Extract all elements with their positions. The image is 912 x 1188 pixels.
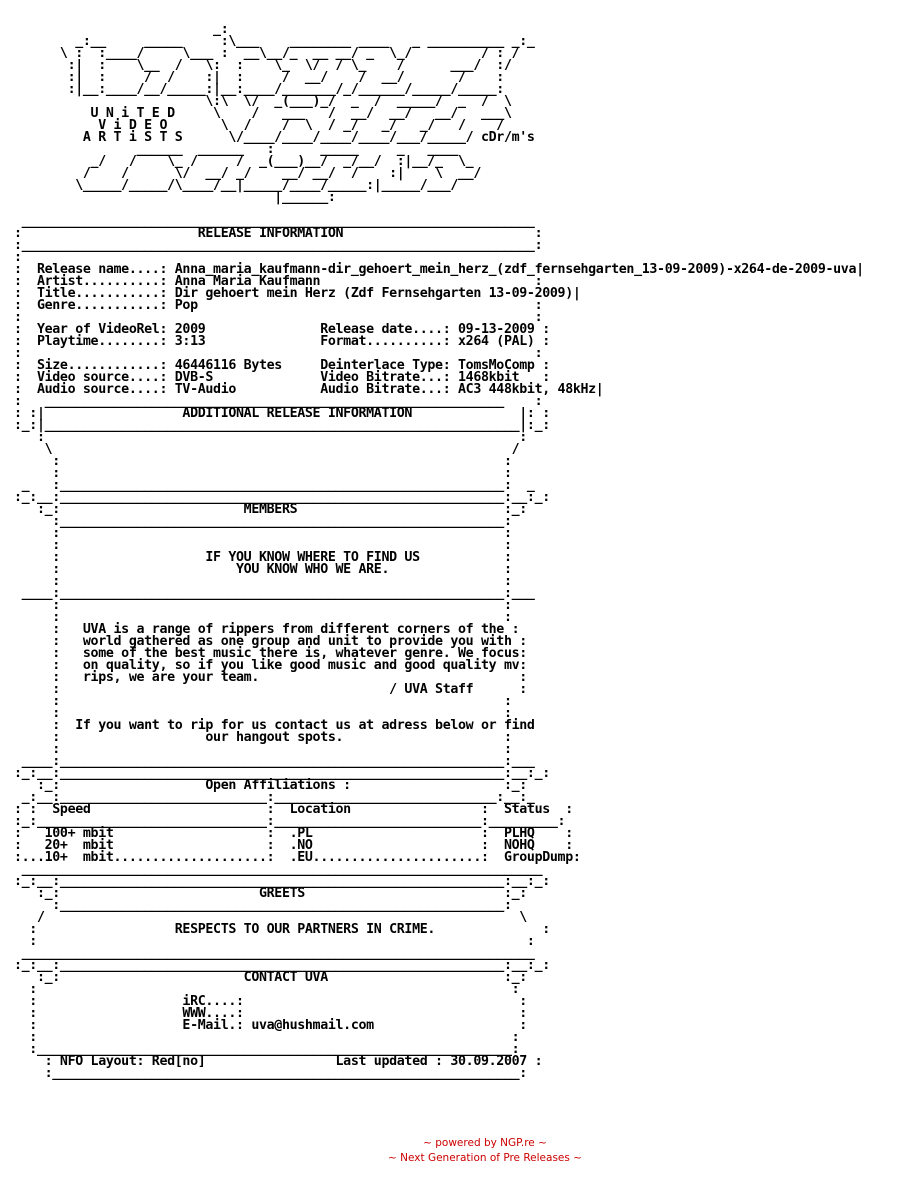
nfo-line: _:__:___________________________:_____________________________:__:_ xyxy=(14,790,535,805)
nfo-line: : 20+ mbit : .NO : NOHQ : xyxy=(14,838,573,853)
nfo-line: : Video source....: DVB-S Video Bitrate...: 1468kbit : xyxy=(14,370,550,385)
ngp-tagline: ~ Next Generation of Pre Releases ~ xyxy=(388,1152,582,1164)
nfo-line: : : xyxy=(14,574,512,589)
nfo-line: : YOU KNOW WHO WE ARE. : xyxy=(14,562,512,577)
nfo-line: \_____/_____/\____/__|_____/____/_____:|_____/___/ xyxy=(14,178,459,193)
nfo-line: : : xyxy=(14,934,535,949)
nfo-line: : world gathered as one group and unit to provide you with : xyxy=(14,634,527,649)
nfo-line: :| : \__ / \: : \_ \/ / \_ / ___/ :/ xyxy=(14,58,512,73)
nfo-line: \ / xyxy=(14,442,520,457)
nfo-line: : : xyxy=(14,430,527,445)
nfo-line: ____:__________________________________________________________:___ xyxy=(14,754,535,769)
nfo-line: : on quality, so if you like good music and good quality mv: xyxy=(14,658,527,673)
nfo-line: :_____________________________________________________________: xyxy=(14,1066,527,1081)
nfo-line: ____________________________________________________________________ xyxy=(14,862,543,877)
nfo-line: _ :__________________________________________________________: _ xyxy=(14,478,535,493)
nfo-line: : xyxy=(14,250,22,265)
nfo-line: V i D E O \ / / \ / _/ _/ _/ / / xyxy=(14,118,504,133)
nfo-line: : Audio source....: TV-Audio Audio Bitrate...: AC3 448kbit, 48kHz| xyxy=(14,382,604,397)
nfo-line: :_:__:__________________________________________________________:__:_: xyxy=(14,766,550,781)
nfo-line: : :| ADDITIONAL RELEASE INFORMATION |: : xyxy=(14,406,550,421)
nfo-line: / / \/ __/ _/ __/ __/ / :| \ __/ xyxy=(14,166,481,181)
nfo-line: _: xyxy=(14,22,229,37)
nfo-line: : : xyxy=(14,310,543,325)
nfo-line: :...10+ mbit....................: .EU......................: GroupDump: xyxy=(14,850,581,865)
nfo-line: :______________________________________________________________: xyxy=(14,1042,520,1057)
nfo-line: :| : / / :| : / __/ / __/ / : xyxy=(14,70,504,85)
nfo-line: : Release name....: Anna_maria_kaufmann-dir_gehoert_mein_herz_(zdf_fernsehgarten_13-09-2009)-x264-de-2009-uva| xyxy=(14,262,864,277)
nfo-line: A R T i S T S \/____/____/____/____/___/_____/ cDr/m's xyxy=(14,130,535,145)
nfo-line: ____:__________________________________________________________:___ xyxy=(14,586,535,601)
nfo-line: : : xyxy=(14,706,512,721)
nfo-line: : RESPECTS TO OUR PARTNERS IN CRIME. : xyxy=(14,922,550,937)
nfo-line: : IF YOU KNOW WHERE TO FIND US : xyxy=(14,550,512,565)
nfo-line: : WWW....: : xyxy=(14,1006,527,1021)
nfo-line: \:\ \/ _(___)_/ _ / _____/ _ / \ xyxy=(14,94,512,109)
nfo-line: : : xyxy=(14,526,512,541)
nfo-line: : : xyxy=(14,454,512,469)
nfo-line: ___________________________________________________________________ xyxy=(14,946,535,961)
nfo-line: \ : :____/ \___ : __\__/_ __ __/ _ \_/ / : / xyxy=(14,46,520,61)
nfo-line: |______: xyxy=(14,190,336,205)
nfo-line: ___________________________________________________________________ xyxy=(14,214,535,229)
nfo-line: :__________________________________________________________: xyxy=(14,514,512,529)
nfo-line: :__________________________________________________________: xyxy=(14,898,512,913)
nfo-line: _/ / \_ / / _(___)__/ _/__/ :|__/_ \_ xyxy=(14,154,474,169)
nfo-line: :_: GREETS :_: xyxy=(14,886,527,901)
nfo-line: : some of the best music there is, whatever genre. We focus: xyxy=(14,646,527,661)
nfo-line: : : Speed : Location : Status : xyxy=(14,802,573,817)
nfo-line: : our hangout spots. : xyxy=(14,730,512,745)
nfo-line: :_:__:__________________________________________________________:__:_: xyxy=(14,490,550,505)
nfo-line: :_:|______________________________________________________________|:_: xyxy=(14,418,550,433)
nfo-line: : / UVA Staff : xyxy=(14,682,527,697)
nfo-line: :_: CONTACT UVA :_: xyxy=(14,970,527,985)
nfo-line: : : xyxy=(14,346,543,361)
nfo-line: : : xyxy=(14,742,512,757)
nfo-line: : : xyxy=(14,466,512,481)
nfo-line: : NFO Layout: Red[no] Last updated : 30.09.2007 : xyxy=(14,1054,543,1069)
nfo-line: : UVA is a range of rippers from different corners of the : xyxy=(14,622,520,637)
nfo-line: : : xyxy=(14,610,512,625)
nfo-line: : Artist..........: Anna Maria Kaufmann : xyxy=(14,274,543,289)
powered-by-link[interactable]: ~ powered by NGP.re ~ xyxy=(423,1137,547,1149)
nfo-line: :_:__:__________________________________________________________:__:_: xyxy=(14,958,550,973)
nfo-line: :|__:____/__/_____:|__:____/_______/_/______/_____/_____: xyxy=(14,82,504,97)
nfo-line: : : xyxy=(14,598,512,613)
nfo-line: _:__ _____ :\___ ________ ____ _ __________ _:_ xyxy=(14,34,535,49)
nfo-line: : : xyxy=(14,982,520,997)
nfo-line: ______ ______ : _____ _ ____ xyxy=(14,142,459,157)
nfo-line: : ____________________________________________________________ : xyxy=(14,394,543,409)
nfo-line: : 100+ mbit : .PL : PLHQ : xyxy=(14,826,573,841)
nfo-line: :_:______________________________:___________________________:_________: xyxy=(14,814,566,829)
nfo-text xyxy=(14,24,864,1080)
nfo-line: : iRC....: : xyxy=(14,994,527,1009)
nfo-line: : Genre...........: Pop : xyxy=(14,298,543,313)
nfo-line: : : xyxy=(14,694,512,709)
nfo-line: U N i T E D \ / ___ / __/ __/ __/ ___\ xyxy=(14,106,512,121)
nfo-line: / \ xyxy=(14,910,527,925)
nfo-line: :_:__:__________________________________________________________:__:_: xyxy=(14,874,550,889)
footer xyxy=(340,1136,630,1166)
nfo-line: : rips, we are your team. : xyxy=(14,670,527,685)
nfo-line: :___________________________________________________________________: xyxy=(14,238,543,253)
nfo-line: :_: Open Affiliations : :_: xyxy=(14,778,527,793)
nfo-line: : If you want to rip for us contact us at adress below or find xyxy=(14,718,535,733)
nfo-line: : : xyxy=(14,538,512,553)
nfo-line: : Title...........: Dir gehoert mein Herz (Zdf Fernsehgarten 13-09-2009)| xyxy=(14,286,581,301)
nfo-line: : Size............: 46446116 Bytes Deinterlace Type: TomsMoComp : xyxy=(14,358,550,373)
nfo-line: : E-Mail.: uva@hushmail.com : xyxy=(14,1018,527,1033)
nfo-line: : : xyxy=(14,1030,520,1045)
nfo-line: : RELEASE INFORMATION : xyxy=(14,226,543,241)
nfo-line: : Year of VideoRel: 2009 Release date....: 09-13-2009 : xyxy=(14,322,550,337)
nfo-line: : Playtime........: 3:13 Format..........: x264 (PAL) : xyxy=(14,334,550,349)
nfo-line: :_: MEMBERS :_: xyxy=(14,502,527,517)
